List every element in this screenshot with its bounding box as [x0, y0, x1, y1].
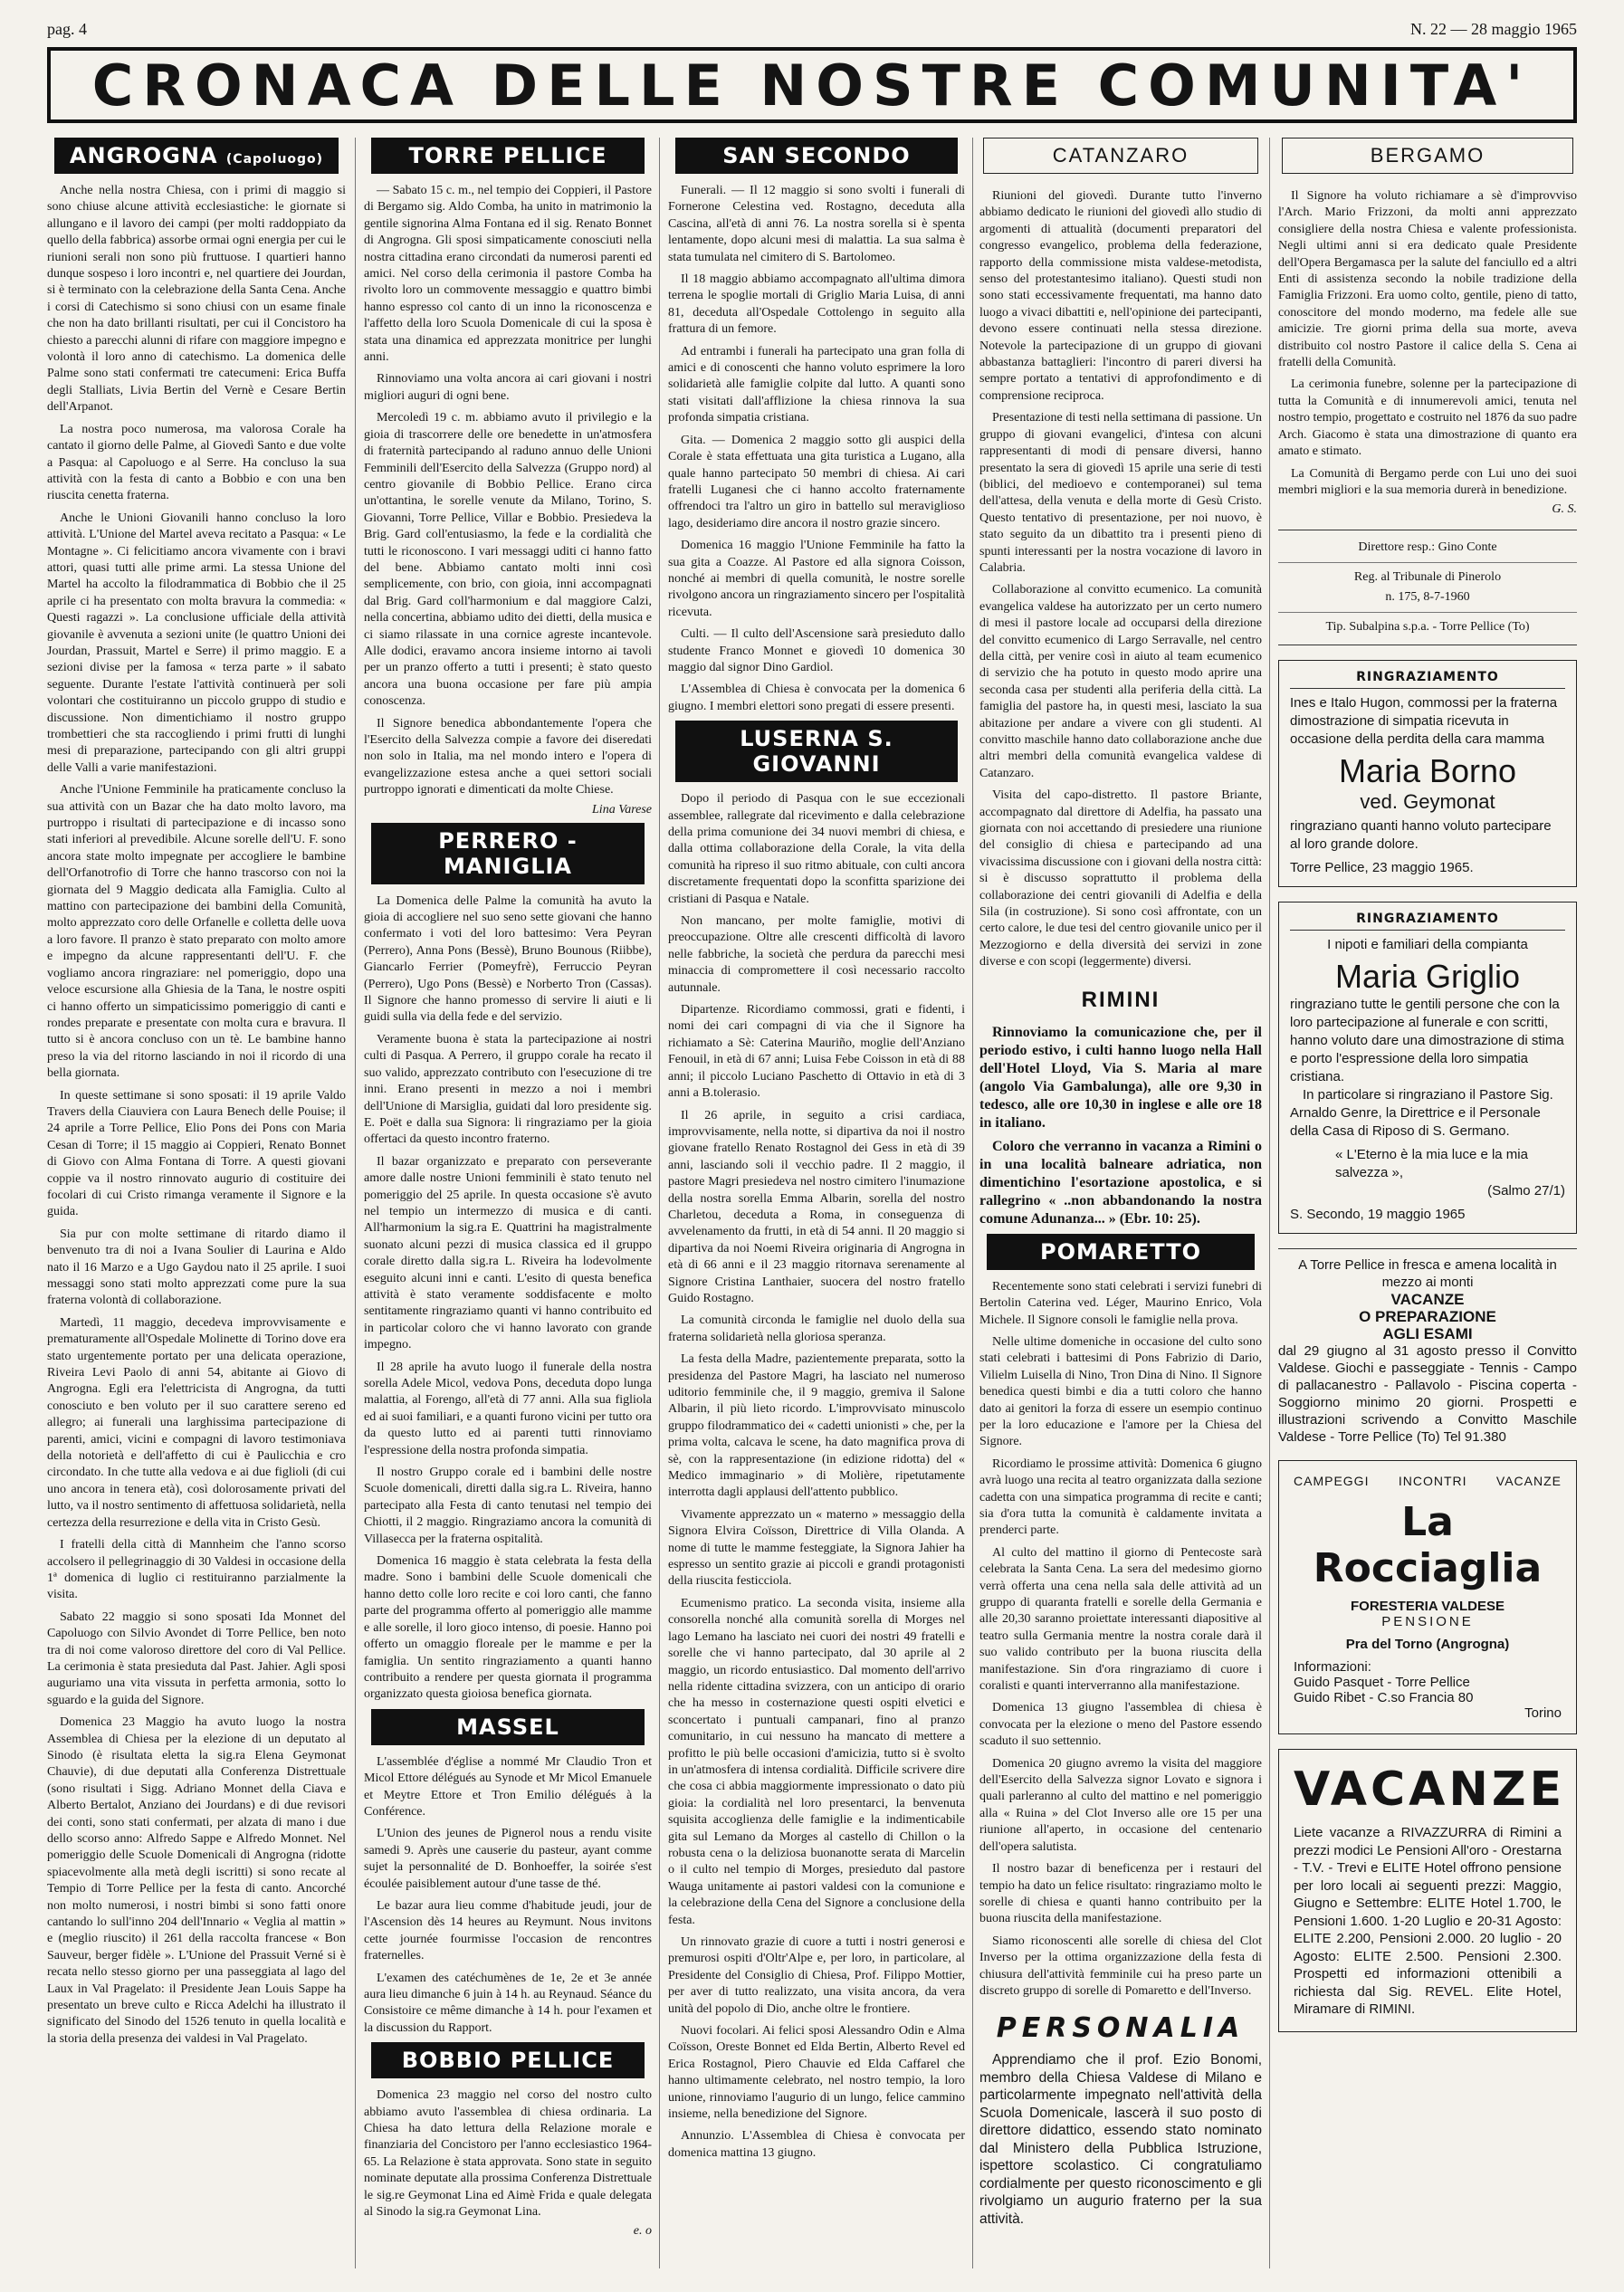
- banner-title: CRONACA DELLE NOSTRE COMUNITA': [91, 52, 1533, 119]
- thanks-notice-griglio: [1278, 902, 1577, 1234]
- paragraph: Domenica 16 maggio l'Unione Femminile ha fatto la sua gita a Coazze. Al Pastore ed alla signora Coisson, nonché ai membri di quella comunità, le nostre sorelle rivolgono ancora un ringraziamento sincero per l'ospitalità ricevuta.: [668, 539, 965, 619]
- paragraph: Rinnoviamo la comunicazione che, per il periodo estivo, i culti hanno luogo nella Hall dell'Hotel Lloyd, Via S. Maria al mare (angolo Via Gambalunga), alle ore 9,30 in tedesco, alle ore 10,30 in inglese e alle ore 18 in italiano.: [979, 1024, 1262, 1131]
- deceased-name-sub: ved. Geymonat: [1360, 790, 1495, 814]
- paragraph: Annunzio. L'Assemblea di Chiesa è convocata per domenica mattina 13 giugno.: [668, 2129, 965, 2160]
- section-title-san-secondo: SAN SECONDO: [675, 138, 958, 174]
- notice-body-2: In particolare si ringraziano il Pastore Sig. Arnaldo Genre, la Direttrice e il Personale della Casa di Riposo di S. Germano.: [1290, 1087, 1553, 1140]
- ad-contact: Guido Ribet - C.so Francia 80: [1294, 1690, 1474, 1706]
- ad-subtitle: FORESTERIA VALDESE: [1350, 1599, 1505, 1615]
- notice-label: RINGRAZIAMENTO: [1290, 670, 1565, 689]
- divider: [1278, 612, 1577, 613]
- section-subtitle: (Capoluogo): [225, 152, 324, 167]
- director-line: Direttore resp.: Gino Conte: [1358, 540, 1497, 555]
- column-3: [668, 138, 965, 2268]
- ad-caption: VACANZE: [1390, 1291, 1465, 1309]
- ad-vacanze-rimini: [1278, 1749, 1577, 2032]
- paragraph: La nostra poco numerosa, ma valorosa Corale ha cantato il giorno delle Palme, al Giovedì Santo e due volte a Pasqua: al Capoluogo e al Serre. Ha concluso la sua attività con la festa di canto a Bobbio e con una ben riuscita cenetta fraterna.: [47, 422, 346, 503]
- paragraph: Culti. — Il culto dell'Ascensione sarà presieduto dallo studente Franco Monnet e giovedì 10 domenica 30 maggio dal signor Dino Gardiol.: [668, 627, 965, 674]
- paragraph: Domenica 20 giugno avremo la visita del maggiore dell'Esercito della Salvezza signor Lovato e signora i quali parleranno al culto del mattino e nel pomeriggio alla « Ruina » del Clot Inverso alle ore 15 per una riunione all'aperto, in occasione del centenario dell'opera salutista.: [979, 1756, 1262, 1854]
- section-title-torre-pellice: TORRE PELLICE: [371, 138, 645, 174]
- paragraph: La Comunità di Bergamo perde con Lui uno dei suoi membri migliori e la sua memoria durerà in benedizione.: [1278, 466, 1577, 497]
- paragraph: Anche l'Unione Femminile ha praticamente concluso la sua attività con un Bazar che ha dato molto lavoro, ma purtroppo i risultati di partecipazione e di incasso sono stati inferiori al prevedibile. Alcune sorelle dell'U. F. sono ancora state molto impegnate per accogliere le bambine dell'Orfanotrofio di Torre che hanno trascorso con noi la giornata del 9 Maggio dedicata alla Famiglia. Culto al mattino con partecipazione dei bambini della Comunità, molto apprezzato coro delle Orfanelle e colletta delle uova a loro favore. Il pranzo è stato preparato con molto amore e impegno da alcune rappresentanti dell'U. F. che vogliamo ancora ringraziare: nel pomeriggio, dopo una veloce escursione alla Ghiesia de la Tana, le nostre ospiti ci hanno offerto un simpaticissimo pomeriggio di canti e rondes preparate e presentate con molta cura e bravura. Il tutto si è ancora concluso con un tè. Le bambine hanno preso la via del ritorno lasciando in noi il ricordo di una bella giornata.: [47, 783, 346, 1081]
- section-title-luserna-s-giovanni: LUSERNA S. GIOVANNI: [675, 721, 958, 782]
- column-rule: [659, 138, 660, 2268]
- ad-contact-city: Torino: [1524, 1705, 1562, 1722]
- thanks-notice-borno: [1278, 660, 1577, 887]
- column-rule: [972, 138, 973, 2268]
- paragraph: Nelle ultime domeniche in occasione del culto sono stati celebrati i battesimi di Pons Fabrizio di Dario, Vilielm Luisella di Nino, Tron Dina di Nino. Il Signore benedica questi bimbi e dia a tutti coloro che hanno dato ai genitori la forza di essere un esempio continuo per la loro educazione e l'amore per la Chiesa del Signore.: [979, 1334, 1262, 1449]
- ad-body: dal 29 giugno al 31 agosto presso il Convitto Valdese. Giochi e passeggiate - Tennis - Campo di pallacanestro - Pallavolo - Piscina coperta - Soggiorno minimo 20 giorni. Prospetti e illustrazioni scrivendo a Convitto Maschile Valdese - Torre Pellice (To) Tel 91.380: [1278, 1343, 1577, 1446]
- notice-body: ringraziano quanti hanno voluto partecipare al loro grande dolore.: [1290, 818, 1552, 853]
- issue-date: N. 22 — 28 maggio 1965: [1410, 20, 1577, 38]
- column-angrogna: [47, 138, 346, 2268]
- paragraph: Nuovi focolari. Ai felici sposi Alessandro Odin e Alma Coïsson, Oreste Bonnet ed Elda Bertin, Alberto Revel ed Erica Rostagnol, Piero Chauvie ed Elda Caffarel che hanno ultimamente celebrato, nel nostro tempio, la loro unione, rinnoviamo l'augurio di un lungo, felice cammino insieme, nella benedizione del Signore.: [668, 2024, 965, 2122]
- paragraph: Siamo riconoscenti alle sorelle di chiesa del Clot Inverso per la ottima organizzazione della festa di chiusura dell'attività femminile cui ha preso parte un discreto gruppo di sorelle di Pomaretto e dell'Inverso.: [979, 1934, 1262, 1998]
- paragraph: Il Signore ha voluto richiamare a sè d'improvviso l'Arch. Mario Frizzoni, da molti anni apprezzato consigliere della nostra Chiesa e valente professionista. Negli ultimi anni si era dedicato quale Presidente dell'Opera Bergamasca per la salute del fanciullo ed a altri Enti di assistenza secondo la nobile tradizione della Famiglia Frizzoni. Era uomo colto, gentile, pieno di tatto, conoscitore del mondo moderno, ma fedele alle sue amicizie. Tre giorni prima della sua morte, aveva distribuito col nostro Pastore il calice della S. Cena ai fratelli della Comunità.: [1278, 189, 1577, 370]
- ad-title: VACANZE: [1294, 1762, 1566, 1818]
- paragraph: L'assemblée d'église a nommé Mr Claudio Tron et Micol Ettore délégués au Synode et Mr Micol Emanuele et Meytre Ettore et Tron Emilio délégués à la Conférence.: [364, 1754, 652, 1819]
- paragraph: Domenica 23 maggio nel corso del nostro culto abbiamo avuto l'assemblea di chiesa ordinaria. La Chiesa ha dato lettura della Relazione morale e finanziaria del Concistoro per l'anno ecclesiastico 1964-65. La Relazione è stata approvata. Sono state in seguito nominate deputate alla prossima Conferenza Distrettuale le sig.re Geymonat Lina ed Aimè Frida e quale delegata al Sinodo la sig.ra Geymonat Lina.: [364, 2088, 652, 2220]
- paragraph: Anche le Unioni Giovanili hanno concluso la loro attività. L'Unione del Martel aveva recitato a Pasqua: « Le Montagne ». Ci felicitiamo ancora vivamente con i bravi attori, quasi tutti alle prime armi. La stessa Unione del Martel ha accolto la filodrammatica di Bobbio che il 25 aprile ci ha presentato con molta bravura la commedia: « Questi ragazzi ». La conclusione ufficiale della attività giovanile è avvenuta a sezioni unite (le quattro Unioni dei Jourdan, Prassuit, Martel e Serre) il primo maggio. E a sezioni divise per la famosa « terza parte » il sabato seguente. Durante l'estate l'attività continuerà per soli volontari che costituiranno un piccolo gruppo di studio e discussione. Non dimentichiamo il nostro gruppo trombettieri che sta raccogliendo i primi frutti di lunghi mesi di preparazione, partecipando con gli altri gruppi delle Valli a varie manifestazioni.: [47, 511, 346, 775]
- paragraph: Sabato 22 maggio si sono sposati Ida Monnet del Capoluogo con Silvio Avondet di Torre Pellice, ben noto tra di noi come valoroso direttore del coro di Val Pellice. La cerimonia è stata presieduta dal Past. Jahier. Agli sposi auguriamo una vita vissuta in perfetta armonia, sotto lo sguardo e la guida del Signore.: [47, 1609, 346, 1707]
- paragraph: Il bazar organizzato e preparato con perseverante amore dalle nostre Unioni femminili è stato tenuto nel pomeriggio del 25 aprile. In questa occasione s'è avuto nel tempio un intermezzo di musica e di canti. All'harmonium la sig.ra E. Quattrini ha magistralmente suonato alcuni pezzi di musica classica ed il gruppo corale diretto dalla sig.ra L. Riveira ha lodevolmente eseguito alcuni inni e canti. L'esito di questa benefica attività è stato veramente soddisfacente e molto sentitamente ringraziamo quanti vi hanno contribuito ed in particolar coloro che vi hanno lavorato con grande impegno.: [364, 1154, 652, 1352]
- paragraph: Non mancano, per molte famiglie, motivi di preoccupazione. Oltre alle crescenti difficoltà di lavoro nelle fabbriche, la società che perdura da parecchi mesi minaccia di compromettere il così necessario raccolto autunnale.: [668, 914, 965, 995]
- paragraph: In queste settimane si sono sposati: il 19 aprile Valdo Travers della Ciauviera con Laura Benech delle Pouise; il 24 aprile a Torre Pellice, Elio Pons dei Pons con Maria Cesan di Torre; il 15 maggio ai Coppieri, Renato Bonnet di Giovo con Alma Fontana di Torre. A questi giovani coppie va il nostro rinnovato augurio di costituire dei focolari di cui Cristo rimanga veramente il Signore e la guida.: [47, 1088, 346, 1219]
- bible-verse: « L'Eterno è la mia luce e la mia salvezza »,: [1335, 1147, 1528, 1181]
- paragraph: Il nostro bazar di beneficenza per i restauri del tempio ha dato un felice risultato: ringraziamo molto le sorelle di chiesa e quanti hanno contribuito per la buona riuscita della manifestazione.: [979, 1862, 1262, 1926]
- ad-body: Liete vacanze a RIVAZZURRA di Rimini a prezzi modici Le Pensioni All'oro - Orestarna - T.V. - Trevi e ELITE Hotel offrono pensione per loro locali ai seguenti prezzi: Maggio, Giugno e Settembre: ELITE Hotel 1.700, le Pensioni 1.600. 1-20 Luglio e 20-31 Agosto: ELITE 2.200, Pensioni 2.000. 20 luglio - 20 Agosto: ELITE 2.500. Pensioni 2.300. Prospetti ed informazioni ottenibili a richiesta dal Sig. REVEL. Elite Hotel, Miramare di RIMINI.: [1294, 1825, 1562, 2018]
- paragraph: Un rinnovato grazie di cuore a tutti i nostri generosi e premurosi ospiti d'Oltr'Alpe e, per loro, in particolare, al Presidente del Consiglio di Chiesa, Prof. Filippo Mottier, per aver di tutto realizzato, una visita ancora, da vera unità del popolo di Dio, anche oltre le frontiere.: [668, 1935, 965, 2016]
- ad-contact: Guido Pasquet - Torre Pellice: [1294, 1675, 1470, 1691]
- paragraph: Le bazar aura lieu comme d'habitude jeudi, jour de l'Ascension dès 14 heures au Reymunt. Nous invitons cette journée fourmisse l'occasion de rencontres fraternelles.: [364, 1898, 652, 1963]
- paragraph: Il 28 aprile ha avuto luogo il funerale della nostra sorella Adele Micol, vedova Pons, deceduta dopo lunga malattia, al Forengo, all'età di 77 anni. Alla sua figliola ed ai suoi familiari, e a quanti furono vicini per tutto ora da questo lutto ed ai parenti tutti rinnoviamo l'espressione della nostra profonda simpatia.: [364, 1360, 652, 1457]
- paragraph: La comunità circonda le famiglie nel duolo della sua fraterna solidarietà nella gloriosa speranza.: [668, 1313, 965, 1344]
- paragraph: Collaborazione al convitto ecumenico. La comunità evangelica valdese ha autorizzato per un certo numero di mesi il pastore locale ad occuparsi della direzione del convitto ecumenico di Largo Serravalle, nel centro della città, per venire così in aiuto al team ecumenico di servizio che ha potuto in questo modo aprire una seconda casa per studenti alla periferia della città. La famiglia del pastore ha, in questi mesi, lasciato la sua abitazione per andare a vivere con gli studenti. Al convitto maschile hanno dato collaborazione anche due altri membri della comunità evangelica valdese di Catanzaro.: [979, 583, 1262, 780]
- ad-tagline: CAMPEGGI INCONTRI VACANZE: [1294, 1474, 1562, 1489]
- paragraph: Coloro che verranno in vacanza a Rimini o in una località balneare adriatica, non dimentichino l'esortazione apostolica, e si rallegrino « ..non abbandonando la nostra comune Adunanza... » (Ebr. 10: 25).: [979, 1138, 1262, 1227]
- paragraph: Martedì, 11 maggio, decedeva improvvisamente e prematuramente all'Ospedale Molinette di Torino dove era stato urgentemente portato per una delicata operazione, Riveira Levi Paolo di anni 54, abitante ai Giovo di Angrogna. Egli era l'elettricista di Angrogna, da tutti conosciuto e ben voluto per il suo carattere sereno ed allegro; ai funerali una larghissima partecipazione di parenti, amici, vicini e compagni di lavoro testimoniava della notorietà e dell'affetto di cui è Paulicchia e cro circondato. In che tutte alla vedova e ai due figlioli (di cui uno ancora in tenera età), così dolorosamente privati del lutto, va il nostro sentimento di affettuosa solidarietà, nella certezza della resurrezione e della vita in Cristo Gesù.: [47, 1315, 346, 1530]
- deceased-name: Maria Griglio: [1334, 958, 1521, 996]
- section-title-massel: MASSEL: [371, 1709, 645, 1745]
- paragraph: Domenica 13 giugno l'assemblea di chiesa è convocata per la elezione o meno del Pastore essendo scaduto il suo settennio.: [979, 1701, 1262, 1749]
- paragraph: Ecumenismo pratico. La seconda visita, insieme alla consorella nonché alla comunità sorella di Morges nel lago Lemano ha lasciato nei cuori dei nostri 49 fratelli e sorelle che vi hanno partecipato, dal 30 aprile al 2 maggio, un ricordo entusiastico. Dal momento dell'arrivo nella ridente cittadina svizzera, con un anticipo di orario che ha messo in costernazione questi ospiti elvetici e sconcertato i puntuali campanari, fino al pranzo comunitario, in cui nessuno ha mancato di mettere a profitto le più belle occasioni d'amicizia, tutto si è svolto in un'atmosfera di intensa cordialità. Difficile scrivere dire che cosa ci abbia maggiormente impressionato o dato più gioia: la cordialità nel loro presentarci, la benvenuta squisita accoglienza delle famiglie e la indimenticabile gita sul Lemano da Morges al castello di Chillon o la robusta cena o la deliziosa buonanotte serata di Marcelin o il culto nel tempio di Morges, presieduto dal pastore Wauga unitamente ai pastori valdesi con la comunione e la celebrazione della Cena del Signore a conclusione della festa.: [668, 1596, 965, 1927]
- page-number: pag. 4: [47, 20, 87, 38]
- paragraph: Presentazione di testi nella settimana di passione. Un gruppo di giovani evangelici, d'intesa con alcuni rappresentanti di modi di pensare diversi, hanno presentato la sera di giovedì 15 aprile una serie di testi (biblici, del medioevo e contemporanei) sul tema dell'attesa, della venuta e della morte di Gesù Cristo. Questo tentativo di presentazione, per noi nuovo, è stato seguito da un dibattito tra i presenti pieno di spunti interessanti per la nostra vocazione di lavoro in Calabria.: [979, 411, 1262, 575]
- notice-intro: Ines e Italo Hugon, commossi per la fraterna dimostrazione di simpatia ricevuta in occasione della perdita della cara mamma: [1290, 695, 1558, 748]
- notice-place-date: Torre Pellice, 23 maggio 1965.: [1290, 860, 1474, 876]
- ad-caption: O PREPARAZIONE: [1359, 1308, 1496, 1326]
- paragraph: Al culto del mattino il giorno di Pentecoste sarà celebrata la Santa Cena. La sera del medesimo giorno verrà offerta una cena nella sala delle attività ad un gruppo di quaranta fratelli e sorelle della Germania e alle 20,30 saranno proiettate interessanti diapositive al teatro sulla Germania mentre la nostra corale darà il suo valido contributo per la buona riuscita della manifestazione. Sin d'ora ringraziamo di cuore i coralisti e quanti interverranno alla manifestazione.: [979, 1545, 1262, 1694]
- imprint: [1278, 530, 1577, 645]
- article-signature: e. o: [633, 2224, 652, 2239]
- section-title-perrero-maniglia: PERRERO - MANIGLIA: [371, 823, 645, 884]
- paragraph: Rinnoviamo una volta ancora ai cari giovani i nostri migliori auguri di ogni bene.: [364, 372, 652, 403]
- paragraph: L'Union des jeunes de Pignerol nous a rendu visite samedi 9. Après une causerie du pasteur, ayant comme sujet la personnalité de D. Bonhoeffer, la soirée s'est écoulée paisiblement autour d'une tasse de thé.: [364, 1827, 652, 1891]
- column-2: [364, 138, 652, 2268]
- paragraph: Riunioni del giovedì. Durante tutto l'inverno abbiamo dedicato le riunioni del giovedì allo studio di argomenti di attualità (documenti preparatori del congresso evangelico, problema della federazione, rapporto della commissione mista valdese-metodista, senso del protestantesimo italiano). Questi studi non sono stati eccessivamente frequentati, ma hanno dato luogo a vivaci dibattiti e, nell'opinione dei partecipanti, devono essere continuati nella stessa direzione. Notevole la partecipazione di un gruppo di giovani abbastanza battaglieri: l'incontro di pareri diversi ha sempre portato a tentativi di approfondimento e di comprensione reciproca.: [979, 189, 1262, 403]
- paragraph: Il nostro Gruppo corale ed i bambini delle nostre Scuole domenicali, diretti dalla sig.ra L. Riveira, hanno partecipato alla Festa di canto tenutasi nel tempio dei Chiotti, il 2 maggio. Ringraziamo ancora la comunità di Villasecca per la fraterna ospitalità.: [364, 1466, 652, 1546]
- paragraph: Domenica 16 maggio è stata celebrata la festa della madre. Sono i bambini delle Scuole domenicali che hanno detto colle loro recite e coi loro canti, che fanno parte del programma offerto al pomeriggio alle mamme e alle sorelle, il loro gioco intenso, di poesie. Hanno poi offerto un omaggio floreale per le mamme e per la famiglia. Un sentito ringraziamento a quanti hanno contribuito a rendere per questa giornata il programma organizzato questa gioiosa benefica giornata.: [364, 1554, 652, 1702]
- section-title-bergamo: BERGAMO: [1282, 138, 1573, 174]
- paragraph: La festa della Madre, pazientemente preparata, sotto la presidenza del Pastore Magri, ha lasciato nel numeroso uditorio femminile che, il 9 maggio, gremiva il Salone Albarin, il più lieto ricordo. L'improvvisato minuscolo gruppo filodrammatico dei « cadetti unionisti » che, per la prima volta, calcava le scene, ha dato magnifica prova di sè, con la rappresentazione (in edizione ridotta) del « Medico immaginario » di Molière, ripetutamente interrotta dagli applausi dell'attento pubblico.: [668, 1352, 965, 1500]
- paragraph: Sia pur con molte settimane di ritardo diamo il benvenuto tra di noi a Ivana Soulier di Laurina e Aldo nato il 16 Marzo e a Ugo Gaydou nato il 25 aprile. I suoi messaggi sono stati molto apprezzati come pure la sua fraterna volontà di collaborazione.: [47, 1227, 346, 1308]
- paragraph: Domenica 23 Maggio ha avuto luogo la nostra Assemblea di Chiesa per la elezione di un deputato al Sinodo (è risultata eletta la sig.ra Elena Geymonat Chauvie), di due deputati alla Conferenza Distrettuale (sono risultati i Sigg. Adriano Monnet della Ciava e Alberto Bertalot, Anziano dei Jourdans) e di due revisori dei conti, sono stati confermati, per alzata di mano i due dello scorso anno: Alfredo Sappe e Alfredo Monnet. Nel pomeriggio delle Scuole Domenicali di Angrogna (ridotte spiacevolmente alla metà degli iscritti) si sono recate al Tempio di Torre Pellice per la festa di canto. Ancorché non molto numerosi, i nostri bimbi si sono fatti onore cantando lo sull'inno 204 dell'Innario « Veglia al mattin » e (meglio riuscito) il 261 della raccolta francese « Bon Sauveur, berger fidèle ». L'Unione del Prassuit Verné si è recata nello stesso giorno per una passeggiata al lago del Laux in Val Pragelato: il Presidente Jean Louis Sappe ha presentato un breve culto e Ricca Adelchi ha illustrato il significato del Sinodo del 1526 tenuto in quella località e la storia della presenza dei valdesi in Val Pragelato.: [47, 1715, 346, 2046]
- section-title-rimini: RIMINI: [1081, 987, 1161, 1012]
- paragraph: Il Signore benedica abbondantemente l'opera che l'Esercito della Salvezza compie a favore dei diseredati non solo in Italia, ma nel mondo intero e l'opera di evangelizzazione estesa anche a quei settori sociali purtroppo ignorati e dimenticati da molte Chiese.: [364, 716, 652, 797]
- notice-label: RINGRAZIAMENTO: [1290, 912, 1565, 931]
- deceased-name: Maria Borno: [1338, 752, 1517, 790]
- paragraph: Il 18 maggio abbiamo accompagnato all'ultima dimora terrena le spoglie mortali di Griglio Maria Luisa, di anni 81, deceduta all'Ospedale Cottolengo in seguito alla frattura di un femore.: [668, 272, 965, 337]
- section-title-catanzaro: CATANZARO: [983, 138, 1258, 174]
- paragraph: Funerali. — Il 12 maggio si sono svolti i funerali di Fornerone Celestina ved. Rostagno, deceduta alla Cascina, all'età di anni 76. La nostra sorella si è spenta lentamente, dopo alcuni mesi di malattia. La sua salma è stata tumulata nel cimitero di S. Bartolomeo.: [668, 184, 965, 264]
- ad-caption: AGLI ESAMI: [1382, 1325, 1473, 1343]
- paragraph: L'examen des catéchumènes de 1e, 2e et 3e année aura lieu dimanche 6 juin à 14 h. au Reynaud. Séance du Consistoire ce même dimanche à 14 h. pour l'examen et la discussion du Rapport.: [364, 1971, 652, 2035]
- paragraph: Apprendiamo che il prof. Ezio Bonomi, membro della Chiesa Valdese di Milano e particolarmente impegnato nell'attività della Scuola Domenicale, lascerà il suo posto di direttore didattico, essendo stato nominato dal Ministero della Pubblica Istruzione, ispettore scolastico. Ci congratuliamo cordialmente per questo riconoscimento e gli rivolgiamo un augurio fraterno per la sua attività.: [979, 2052, 1262, 2227]
- section-title-personalia: PERSONALIA: [996, 2012, 1246, 2045]
- ad-intro: A Torre Pellice in fresca e amena località in mezzo ai monti: [1298, 1257, 1557, 1291]
- paragraph: — Sabato 15 c. m., nel tempio dei Coppieri, il Pastore di Bergamo sig. Aldo Comba, ha unito in matrimonio la gentile signorina Alma Fontana ed il sig. Renato Bonnet di Angrogna. Gli sposi simpaticamente conosciuti nella nostra cittadina erano circondati da numerosi parenti ed amici. Nel corso della cerimonia il pastore Comba ha rivolto loro un commovente messaggio e quattro bimbi hanno espresso col canto di un inno la riconoscenza e l'affetto della loro Scuola Domenicale di cui la sposa è stata una dinamica ed apprezzata monitrice per lunghi anni.: [364, 184, 652, 365]
- article-signature: Lina Varese: [592, 802, 652, 817]
- section-banner: [47, 47, 1577, 123]
- printer-line: Tip. Subalpina s.p.a. - Torre Pellice (To): [1325, 620, 1530, 635]
- notice-place-date: S. Secondo, 19 maggio 1965: [1290, 1207, 1466, 1223]
- paragraph: Vivamente apprezzato un « materno » messaggio della Signora Elvira Coïsson, Direttrice di Villa Olanda. A nome di tutte le mamme festeggiate, la Signora Jahier ha espresso un sentito grazie ai piccoli e grandi protagonisti della riuscita festicciola.: [668, 1507, 965, 1589]
- section-title-pomaretto: POMARETTO: [987, 1234, 1255, 1270]
- notice-intro: I nipoti e familiari della compianta: [1327, 937, 1528, 953]
- ad-info-label: Informazioni:: [1294, 1659, 1371, 1676]
- paragraph: La Domenica delle Palme la comunità ha avuto la gioia di accogliere nel suo seno sette giovani che hanno confermato i voti del loro battesimo: Vera Peyran (Perrero), Anna Pons (Bessè), Bruno Bounous (Riibbe), Giancarlo Ferrier (Pomeyfrè), Ferruccio Peyran (Perrero), Ugo Pons (Bessè) e Norberto Tron (Cassas). Il Signore che hanno promesso di servire li aiuti e li guidi sulla via della fede e del servizio.: [364, 893, 652, 1025]
- paragraph: Recentemente sono stati celebrati i servizi funebri di Bertolin Caterina ved. Léger, Maurino Enrico, Vola Michele. Il Signore consoli le famiglie nella prova.: [979, 1279, 1262, 1327]
- paragraph: I fratelli della città di Mannheim che l'anno scorso accolsero il pellegrinaggio di 30 Valdesi in occasione della 1ª domenica di luglio ci restituiranno parzialmente la visita.: [47, 1538, 346, 1602]
- ad-place: Pra del Torno (Angrogna): [1345, 1637, 1510, 1653]
- paragraph: L'Assemblea di Chiesa è convocata per la domenica 6 giugno. I membri elettori sono pregati di essere presenti.: [668, 683, 965, 713]
- ad-name: La Rocciaglia: [1313, 1499, 1543, 1592]
- divider: [1278, 562, 1577, 563]
- ad-convitto: [1278, 1248, 1577, 1446]
- paragraph: Gita. — Domenica 2 maggio sotto gli auspici della Corale è stata effettuata una gita turistica a Lugano, alla quale hanno partecipato 50 membri di chiesa. Ai cari fratelli Luganesi che ci hanno accolto fraternamente offrendoci tra l'altro un giro in battello sul meraviglioso lago, desideriamo dire ancora il nostro grazie sincero.: [668, 433, 965, 530]
- section-title-angrogna: ANGROGNA (Capoluogo): [54, 138, 339, 174]
- paragraph: Mercoledì 19 c. m. abbiamo avuto il privilegio e la gioia di trascorrere delle ore benedette in un'atmosfera di fraternità partecipando al raduno annuo delle Unioni Femminili dell'Esercito della Salvezza (Gruppo nord) al centro giovanile di Bobbio Pellice. Erano circa un'ottantina, le sorelle venute da Milano, Torino, S. Giovanni, Torre Pellice, Villar e Bobbio. Presiedeva la Brig. Gard coll'entusiasmo, la fede e la cordialità che tutti le riconoscono. I vari messaggi uditi ci hanno fatto del bene. Abbiamo cantato molti inni così semplicemente, con brio, con gioia, inni accompagnati dal Brig. Gard coll'harmonium e dal maggiore Calzi, nella concertina, abbiamo udito dei dietti, della musica e ci siamo rilassate in una cornice agreste incantevole. Alle dodici, eravamo ancora insieme intorno ai tavoli per un pranzo offerto a tutti i presenti; è stato questo ancora una buona occasione per fare più ampia conoscenza.: [364, 411, 652, 709]
- column-rule: [1269, 138, 1270, 2268]
- column-rule: [355, 138, 356, 2268]
- page-header: [47, 20, 1577, 43]
- section-title-bobbio-pellice: BOBBIO PELLICE: [371, 2042, 645, 2078]
- paragraph: Il 26 aprile, in seguito a crisi cardiaca, improvvisamente, nella notte, si dipartiva da noi il nostro giovane fratello Renato Rostagnol dei Gess in età di 39 anni, lasciando soli il vecchio padre. Il 2 maggio, il pastore Magri presiedeva nel nostro cimitero l'inumazione della nostra sorella Emma Albarin, sorella del nostro Charletou, deceduta a Roma, in conseguenza di avvelenamento da frutti, in età di 54 anni. Il 20 maggio si dipartiva da noi Noemi Riveira originaria di Angrogna in età di 66 anni e il 23 maggio ritornava serenamente al Signore Cristina Lanthaier, suocera del nostro fratello Guido Rostagno.: [668, 1108, 965, 1305]
- paragraph: Anche nella nostra Chiesa, con i primi di maggio si sono chiuse alcune attività ecclesiastiche: le giornate si allungano e il lavoro dei campi (per molti raddoppiato da quello della fabbrica) assorbe ormai ogni energia per cui le riunioni serali non sono più fruttuose. I quartieri hanno dunque sospeso i loro incontri e, nel quartiere dei Jourdan, si è terminato con la celebrazione della Santa Cena. Anche i corsi di Catechismo si sono chiusi con un esame finale che non ha dato brillanti risultati, per cui il Concistoro ha chiesto a parecchi alunni di rifare con maggiore impegno e volontà il loro anno di catechismo. La domenica delle Palme sono stati confermati tre catecumeni: Erica Buffa degli Stalliats, Livia Bertin del Vernè e Cesare Bertin dell'Arpanot.: [47, 184, 346, 415]
- article-body: [47, 183, 346, 2048]
- paragraph: La cerimonia funebre, solenne per la partecipazione di tutta la Comunità e di innumerevoli amici, tenuta nel nostro tempio, progettato e costruito nel 1876 da suo padre Arch. Giacomo è stata una dimostrazione di quanto era amato e stimato.: [1278, 377, 1577, 459]
- paragraph: Ricordiamo le prossime attività: Domenica 6 giugno avrà luogo una recita al teatro organizzata dalla sezione cadetta con una simpatica programma di recite e canti; sia d'ora tutta la comunità è caldamente invitata a prenderci parte.: [979, 1456, 1262, 1538]
- paragraph: Ad entrambi i funerali ha partecipato una gran folla di amici e di conoscenti che hanno voluto esprimere la loro solidarietà alle famiglie colpite dal lutto. A quanti sono stati visitati dall'afflizione la chiesa rinnova la sua profonda simpatia cristiana.: [668, 344, 965, 425]
- column-4: [979, 138, 1262, 2268]
- verse-reference: (Salmo 27/1): [1487, 1183, 1565, 1199]
- paragraph: Veramente buona è stata la partecipazione ai nostri culti di Pasqua. A Perrero, il gruppo corale ha recato il suo valido, apprezzato contributo con l'esecuzione di tre inni. Erano presenti in mezzo a noi i membri dell'Unione di Marsiglia, guidati dal loro presidente sig. E. Poët e dalla sua Signora: li ringraziamo per la gioia offertaci da questo incontro fraterno.: [364, 1032, 652, 1147]
- ad-subtitle: PENSIONE: [1381, 1614, 1474, 1630]
- ad-rocciaglia: [1278, 1460, 1577, 1734]
- paragraph: Dipartenze. Ricordiamo commossi, grati e fidenti, i nomi dei cari compagni di via che il Signore ha richiamato a Sè: Caterina Mauriño, moglie dell'Anziano Fenouil, in età di 67 anni; Luisa Febe Coisson in età di 88 anni; il piccolo Luciano Paschetto di Ottavio in età di 3 anni a B.tolerasio.: [668, 1003, 965, 1101]
- paragraph: Dopo il periodo di Pasqua con le sue eccezionali assemblee, rallegrate dal ricevimento e dalla celebrazione della prima comunione dei 34 nuovi membri di chiesa, e dalla ottima collaborazione della Corale, la vita della comunità ha ripreso il suo ritmo abituale, con culti ancora discretamente frequentati dopo la sconfitta sparizione dei cristiani di Pasqua e Natale.: [668, 792, 965, 906]
- registration-number: n. 175, 8-7-1960: [1385, 590, 1470, 605]
- column-5: [1278, 138, 1577, 2268]
- notice-body: ringraziano tutte le gentili persone che con la loro partecipazione al funerale e con scritti, hanno voluto dare una dimostrazione di stima e porto l'espressione della loro simpatia cristiana.: [1290, 997, 1564, 1085]
- registration-line: Reg. al Tribunale di Pinerolo: [1353, 570, 1502, 585]
- article-signature: G. S.: [1552, 502, 1577, 517]
- paragraph: Visita del capo-distretto. Il pastore Briante, accompagnato dal direttore di Adelfia, ha passato una giornata con noi accettando di presiedere una riunione del consiglio di chiesa e partecipando ad una vivacissima discussione con i giovani della nostra città: si è discusso soprattutto il problema della collaborazione dei centri giovanili di Adelfia e della Sila (in costruzione). Si sono così affrontate, con un certo calore, le due tesi del centro giovanile unico per il Mezzogiorno e della diversità dei servizi in zone diverse e con scopi (leggermente) diversi.: [979, 788, 1262, 969]
